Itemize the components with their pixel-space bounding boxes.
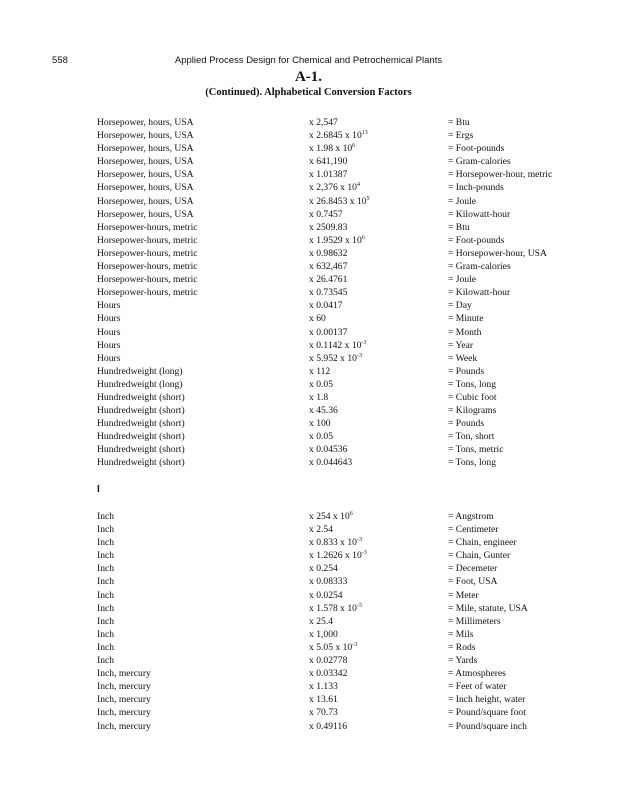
result-cell: = Joule xyxy=(448,195,477,207)
table-row xyxy=(97,720,587,733)
factor-cell xyxy=(309,208,343,221)
unit-cell: Hours xyxy=(97,339,121,351)
factor-value: x 632,467 xyxy=(309,261,348,273)
table-row xyxy=(97,602,587,615)
factor-value: x 26.8453 x 10 xyxy=(309,195,367,207)
unit-cell: Inch xyxy=(97,628,115,640)
unit-cell: Hundredweight (short) xyxy=(97,405,185,417)
factor-cell xyxy=(309,168,347,181)
factor-value: x 1,000 xyxy=(309,628,338,640)
table-row xyxy=(97,273,587,286)
factor-cell xyxy=(309,680,338,693)
table-row xyxy=(97,352,587,365)
unit-cell: Horsepower-hours, metric xyxy=(97,234,198,246)
table-row xyxy=(97,286,587,299)
result-cell: = Yards xyxy=(448,655,478,667)
factor-exponent: 13 xyxy=(361,130,368,137)
table-row xyxy=(97,312,587,325)
factor-cell xyxy=(309,654,347,667)
result-cell: = Btu xyxy=(448,117,470,128)
result-cell: = Year xyxy=(448,339,474,351)
result-cell: = Kilowatt-hour xyxy=(448,208,511,220)
table-row xyxy=(97,339,587,352)
factor-value: x 2,376 x 10 xyxy=(309,182,357,194)
result-cell: = Pound/square inch xyxy=(448,720,527,732)
table-row xyxy=(97,391,587,404)
factor-value: x 112 xyxy=(309,365,331,377)
factor-cell xyxy=(309,221,347,234)
factor-value: x 254 x 10 xyxy=(309,511,350,522)
result-cell: = Mils xyxy=(448,628,474,640)
unit-cell: Horsepower, hours, USA xyxy=(97,117,194,128)
factor-cell xyxy=(309,116,338,129)
factor-cell xyxy=(309,667,347,680)
factor-cell xyxy=(309,575,347,588)
factor-value: x 0.833 x 10 xyxy=(309,537,357,549)
factor-exponent: -5 xyxy=(356,602,362,609)
result-cell: = Inch height, water xyxy=(448,694,526,706)
table-row xyxy=(97,129,587,142)
result-cell: = Horsepower-hour, metric xyxy=(448,169,553,181)
factor-cell xyxy=(309,378,333,391)
table-row xyxy=(97,641,587,654)
result-cell: = Pound/square foot xyxy=(448,707,526,719)
factor-value: x 0.05 xyxy=(309,431,333,443)
factor-exponent: 6 xyxy=(361,234,365,241)
result-cell: = Foot-pounds xyxy=(448,143,505,155)
result-cell: = Tons, metric xyxy=(448,444,504,456)
factor-value: x 0.0417 xyxy=(309,300,343,312)
unit-cell: Hours xyxy=(97,300,121,312)
factor-cell xyxy=(309,430,333,443)
result-cell: = Gram-calories xyxy=(448,261,511,273)
unit-cell: Inch, mercury xyxy=(97,681,151,693)
table-subtitle: (Continued). Alphabetical Conversion Factors xyxy=(205,87,412,98)
factor-cell xyxy=(309,339,366,352)
table-row xyxy=(97,195,587,208)
factor-value: x 25.4 xyxy=(309,615,333,627)
unit-cell: Inch xyxy=(97,537,115,549)
unit-cell: Hours xyxy=(97,326,121,338)
factor-cell xyxy=(309,589,343,602)
unit-cell: Hundredweight (short) xyxy=(97,391,185,403)
table-row xyxy=(97,404,587,417)
table-row xyxy=(97,260,587,273)
unit-cell: Inch xyxy=(97,550,115,562)
result-cell: = Atmospheres xyxy=(448,668,506,680)
result-cell: = Foot-pounds xyxy=(448,234,505,246)
result-cell: = Kilograms xyxy=(448,405,497,417)
table-row xyxy=(97,562,587,575)
factor-cell xyxy=(309,615,333,628)
factor-cell xyxy=(309,641,357,654)
unit-cell: Horsepower, hours, USA xyxy=(97,130,194,142)
factor-cell xyxy=(309,720,347,733)
result-cell: = Chain, engineer xyxy=(448,537,517,549)
factor-value: x 0.00137 xyxy=(309,326,348,338)
result-cell: = Pounds xyxy=(448,365,485,377)
factor-value: x 0.08333 xyxy=(309,576,348,588)
factor-value: x 45.36 xyxy=(309,405,338,417)
factor-cell xyxy=(309,510,353,523)
table-row xyxy=(97,116,587,129)
result-cell: = Ton, short xyxy=(448,431,495,443)
factor-cell xyxy=(309,155,347,168)
page-number: 558 xyxy=(52,55,68,66)
result-cell: = Day xyxy=(448,300,472,312)
factor-value: x 1.578 x 10 xyxy=(309,602,357,614)
factor-cell xyxy=(309,195,370,208)
factor-exponent: -3 xyxy=(356,352,362,359)
factor-cell xyxy=(309,260,347,273)
result-cell: = Month xyxy=(448,326,482,338)
factor-value: x 5.05 x 10 xyxy=(309,641,353,653)
factor-exponent: -3 xyxy=(361,550,367,557)
result-cell: = Tons, long xyxy=(448,378,497,390)
factor-value: x 2,547 xyxy=(309,117,338,128)
factor-cell xyxy=(309,536,362,549)
factor-value: x 0.98632 xyxy=(309,247,348,259)
unit-cell: Horsepower, hours, USA xyxy=(97,156,194,168)
table-row xyxy=(97,326,587,339)
unit-cell: Horsepower-hours, metric xyxy=(97,247,198,259)
factor-cell xyxy=(309,326,347,339)
unit-cell: Inch xyxy=(97,511,115,522)
factor-cell xyxy=(309,234,365,247)
unit-cell: Inch xyxy=(97,563,115,575)
factor-cell xyxy=(309,417,331,430)
unit-cell: Horsepower, hours, USA xyxy=(97,208,194,220)
result-cell: = Meter xyxy=(448,589,479,601)
factor-exponent: 6 xyxy=(352,143,356,150)
section-h-table xyxy=(97,116,587,470)
result-cell: = Gram-calories xyxy=(448,156,511,168)
table-row xyxy=(97,247,587,260)
factor-cell xyxy=(309,549,367,562)
factor-value: x 0.03342 xyxy=(309,668,348,680)
unit-cell: Inch xyxy=(97,615,115,627)
result-cell: = Mile, statute, USA xyxy=(448,602,528,614)
table-row xyxy=(97,378,587,391)
result-cell: = Inch-pounds xyxy=(448,182,504,194)
section-heading-i: I xyxy=(97,484,100,495)
unit-cell: Inch xyxy=(97,641,115,653)
factor-cell xyxy=(309,142,355,155)
factor-value: x 1.98 x 10 xyxy=(309,143,353,155)
section-i-table xyxy=(97,510,587,733)
table-row xyxy=(97,575,587,588)
factor-exponent: 6 xyxy=(349,511,353,517)
table-row xyxy=(97,680,587,693)
result-cell: = Btu xyxy=(448,221,470,233)
table-row xyxy=(97,299,587,312)
table-row xyxy=(97,615,587,628)
factor-value: x 0.044643 xyxy=(309,457,353,469)
factor-value: x 641,190 xyxy=(309,156,348,168)
factor-value: x 0.7457 xyxy=(309,208,343,220)
result-cell: = Pounds xyxy=(448,418,485,430)
factor-cell xyxy=(309,312,326,325)
unit-cell: Inch, mercury xyxy=(97,668,151,680)
unit-cell: Inch xyxy=(97,576,115,588)
table-row xyxy=(97,654,587,667)
factor-value: x 0.49116 xyxy=(309,720,348,732)
factor-value: x 1.8 xyxy=(309,391,329,403)
unit-cell: Horsepower, hours, USA xyxy=(97,143,194,155)
table-row xyxy=(97,456,587,469)
result-cell: = Minute xyxy=(448,313,484,325)
table-row xyxy=(97,549,587,562)
unit-cell: Hours xyxy=(97,313,121,325)
result-cell: = Kilowatt-hour xyxy=(448,287,511,299)
result-cell: = Angstrom xyxy=(448,511,494,522)
unit-cell: Inch xyxy=(97,602,115,614)
factor-cell xyxy=(309,129,368,142)
table-row xyxy=(97,706,587,719)
result-cell: = Foot, USA xyxy=(448,576,498,588)
table-row xyxy=(97,667,587,680)
factor-cell xyxy=(309,365,330,378)
factor-cell xyxy=(309,286,347,299)
factor-cell xyxy=(309,273,347,286)
factor-value: x 13.61 xyxy=(309,694,338,706)
table-row xyxy=(97,693,587,706)
table-row xyxy=(97,181,587,194)
factor-value: x 2509.83 xyxy=(309,221,348,233)
table-row xyxy=(97,221,587,234)
running-head: Applied Process Design for Chemical and Petrochemical Plants xyxy=(174,55,443,66)
unit-cell: Inch, mercury xyxy=(97,720,151,732)
result-cell: = Week xyxy=(448,352,478,364)
unit-cell: Horsepower, hours, USA xyxy=(97,169,194,181)
factor-value: x 1.133 xyxy=(309,681,338,693)
table-row xyxy=(97,155,587,168)
factor-value: x 0.73545 xyxy=(309,287,348,299)
result-cell: = Horsepower-hour, USA xyxy=(448,247,547,259)
factor-cell xyxy=(309,299,343,312)
factor-cell xyxy=(309,562,338,575)
table-row xyxy=(97,417,587,430)
result-cell: = Joule xyxy=(448,274,477,286)
result-cell: = Ergs xyxy=(448,130,474,142)
unit-cell: Inch, mercury xyxy=(97,707,151,719)
factor-exponent: -3 xyxy=(361,339,367,346)
factor-value: x 2.6845 x 10 xyxy=(309,130,362,142)
result-cell: = Cubic foot xyxy=(448,391,497,403)
table-row xyxy=(97,589,587,602)
table-row xyxy=(97,142,587,155)
factor-value: x 0.04536 xyxy=(309,444,348,456)
factor-value: x 0.254 xyxy=(309,563,338,575)
result-cell: = Decemeter xyxy=(448,563,498,575)
factor-cell xyxy=(309,391,328,404)
factor-value: x 1.2626 x 10 xyxy=(309,550,362,562)
factor-exponent: -3 xyxy=(356,537,362,544)
unit-cell: Hundredweight (short) xyxy=(97,457,185,469)
unit-cell: Hundredweight (long) xyxy=(97,378,183,390)
factor-cell xyxy=(309,404,338,417)
unit-cell: Inch xyxy=(97,524,115,536)
unit-cell: Inch xyxy=(97,589,115,601)
table-row xyxy=(97,510,587,523)
result-cell: = Tons, long xyxy=(448,457,497,469)
factor-value: x 0.02778 xyxy=(309,655,348,667)
factor-cell xyxy=(309,443,347,456)
table-row xyxy=(97,234,587,247)
table-row xyxy=(97,523,587,536)
factor-value: x 100 xyxy=(309,418,331,430)
factor-cell xyxy=(309,523,333,536)
unit-cell: Inch, mercury xyxy=(97,694,151,706)
result-cell: = Centimeter xyxy=(448,524,499,536)
factor-cell xyxy=(309,602,362,615)
unit-cell: Hundredweight (short) xyxy=(97,418,185,430)
factor-value: x 26.4761 xyxy=(309,274,348,286)
result-cell: = Millimeters xyxy=(448,615,501,627)
factor-value: x 1.9529 x 10 xyxy=(309,234,362,246)
unit-cell: Inch xyxy=(97,655,115,667)
factor-value: x 0.05 xyxy=(309,378,333,390)
unit-cell: Hundredweight (short) xyxy=(97,444,185,456)
factor-cell xyxy=(309,181,360,194)
unit-cell: Hundredweight (long) xyxy=(97,365,183,377)
factor-value: x 2.54 xyxy=(309,524,333,536)
table-row xyxy=(97,365,587,378)
factor-cell xyxy=(309,456,352,469)
factor-cell xyxy=(309,352,362,365)
unit-cell: Horsepower, hours, USA xyxy=(97,182,194,194)
factor-value: x 60 xyxy=(309,313,326,325)
factor-value: x 0.1142 x 10 xyxy=(309,339,362,351)
unit-cell: Horsepower, hours, USA xyxy=(97,195,194,207)
factor-cell xyxy=(309,693,338,706)
result-cell: = Feet of water xyxy=(448,681,507,693)
factor-cell xyxy=(309,706,338,719)
table-row xyxy=(97,430,587,443)
factor-value: x 70.73 xyxy=(309,707,338,719)
unit-cell: Horsepower-hours, metric xyxy=(97,287,198,299)
table-row xyxy=(97,208,587,221)
table-row xyxy=(97,168,587,181)
factor-cell xyxy=(309,628,338,641)
factor-exponent: 4 xyxy=(356,182,360,189)
table-title: A-1. xyxy=(294,69,323,85)
unit-cell: Horsepower-hours, metric xyxy=(97,274,198,286)
table-row xyxy=(97,536,587,549)
unit-cell: Horsepower-hours, metric xyxy=(97,221,198,233)
result-cell: = Rods xyxy=(448,641,476,653)
factor-exponent: -3 xyxy=(352,641,358,648)
table-row xyxy=(97,443,587,456)
unit-cell: Hours xyxy=(97,352,121,364)
table-row xyxy=(97,628,587,641)
unit-cell: Hundredweight (short) xyxy=(97,431,185,443)
factor-value: x 1.01387 xyxy=(309,169,348,181)
unit-cell: Horsepower-hours, metric xyxy=(97,261,198,273)
factor-value: x 5.952 x 10 xyxy=(309,352,357,364)
factor-exponent: 5 xyxy=(366,195,370,202)
factor-cell xyxy=(309,247,347,260)
result-cell: = Chain, Gunter xyxy=(448,550,511,562)
factor-value: x 0.0254 xyxy=(309,589,343,601)
